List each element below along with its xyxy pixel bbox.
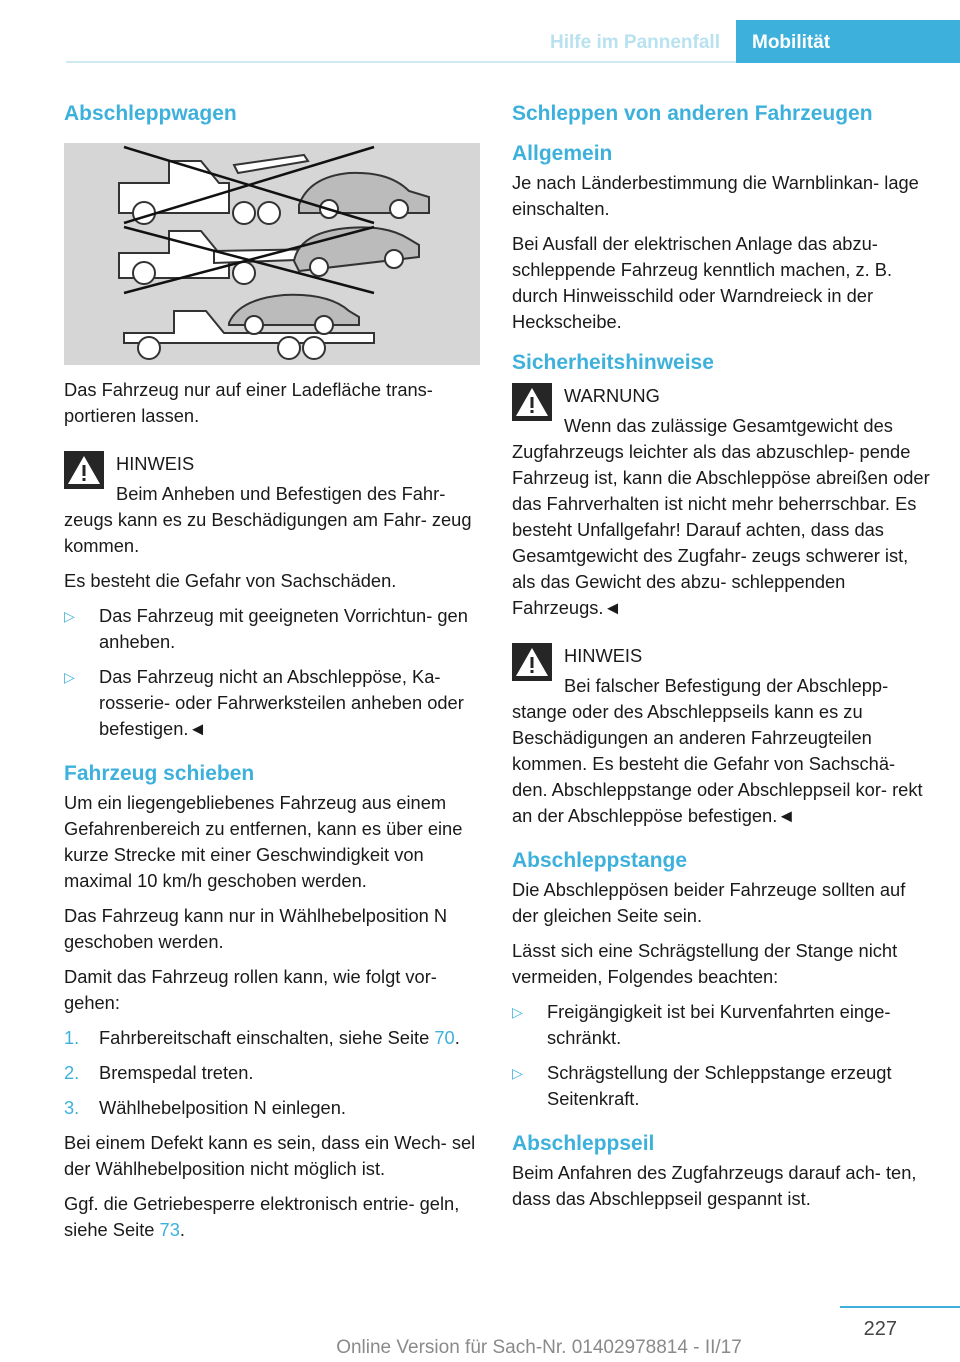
notice-box: [64, 451, 482, 559]
push-paragraph-3: Damit das Fahrzeug rollen kann, wie folgt vor‐ gehen:: [64, 966, 437, 1013]
footer-rule: [840, 1306, 960, 1308]
lock-paragraph: Ggf. die Getriebesperre elektronisch entrie‐ geln, siehe Seite 73.: [64, 1193, 460, 1240]
bullet-marker-icon: ▷: [512, 1065, 523, 1081]
chapter-tab[interactable]: Mobilität: [736, 20, 960, 63]
tow-trucks-illustration: [64, 143, 480, 365]
warning-triangle-icon: [64, 451, 104, 489]
general-paragraph-1: Je nach Länderbestimmung die Warnblinkan‐ lage einschalten.: [512, 172, 919, 219]
section-heading-tow-bar: Abschleppstange: [512, 849, 688, 872]
list-item: ▷ Das Fahrzeug nicht an Abschleppöse, Ka‐ rosserie- oder Fahrwerksteilen anheben oder befestigen.◄: [64, 666, 464, 739]
bar-paragraph-1: Die Abschleppösen beider Fahrzeuge sollten auf der gleichen Seite sein.: [512, 879, 906, 926]
rope-paragraph: Beim Anfahren des Zugfahrzeugs darauf ach‐ ten, dass das Abschleppseil gespannt ist.: [512, 1162, 917, 1209]
notice-text: Beim Anheben und Befestigen des Fahr‐ zeugs kann es zu Beschädigungen am Fahr‐ zeug kommen.: [64, 483, 472, 556]
page-link[interactable]: 70: [434, 1027, 455, 1048]
caption-text: Das Fahrzeug nur auf einer Ladefläche trans‐ portieren lassen.: [64, 379, 433, 426]
bar-paragraph-2: Lässt sich eine Schrägstellung der Stange nicht vermeiden, Folgendes beachten:: [512, 940, 898, 987]
push-paragraph-2: Das Fahrzeug kann nur in Wählhebelposition N geschoben werden.: [64, 905, 448, 952]
page-link[interactable]: 73: [159, 1219, 180, 1240]
right-column: [512, 100, 932, 1221]
notice-keyword: HINWEIS: [116, 453, 195, 474]
bullet-marker-icon: ▷: [64, 669, 75, 685]
page-number: 227: [863, 1318, 897, 1340]
notice-box: [512, 643, 932, 829]
steps-list: [64, 1025, 482, 1121]
warning-triangle-icon: [512, 383, 552, 421]
list-item: ▷ Das Fahrzeug mit geeigneten Vorrichtun‐ gen anheben.: [64, 605, 468, 652]
warning-text: Wenn das zulässige Gesamtgewicht des Zugfahrzeugs leichter als das abzuschlep‐ pende Fahrzeug ist, kann die Abschleppöse abreißen oder das Fahrverhalten ist nicht mehr beherrschbar. Es besteht Unfallgefahr! Darauf achten, dass das Gesamtgewicht des Zugfahr‐ zeugs schwerer ist, als das Gewicht des abzu‐ schleppenden Fahrzeugs.◄: [512, 415, 930, 618]
notice-keyword: HINWEIS: [564, 645, 643, 666]
list-item: 2. Bremspedal treten.: [64, 1062, 254, 1083]
section-heading-safety: Sicherheitshinweise: [512, 351, 714, 374]
online-version-note: Online Version für Sach-Nr. 01402978814 - II/17: [336, 1337, 742, 1358]
push-paragraph-1: Um ein liegengebliebenes Fahrzeug aus einem Gefahrenbereich zu entfernen, kann es über eine kurze Strecke mit einer Geschwindigkeit von maximal 10 km/h geschoben werden.: [64, 792, 463, 891]
warning-triangle-icon: [512, 643, 552, 681]
section-tab[interactable]: Hilfe im Pannenfall: [550, 32, 720, 53]
list-item: 1. Fahrbereitschaft einschalten, siehe Seite 70.: [64, 1027, 460, 1048]
section-heading-tow-truck: Abschleppwagen: [64, 102, 237, 125]
general-paragraph-2: Bei Ausfall der elektrischen Anlage das abzu‐ schleppende Fahrzeug kenntlich machen, z. B. durch Hinweisschild oder Warndreieck in der Heckscheibe.: [512, 233, 893, 332]
section-heading-push: Fahrzeug schieben: [64, 762, 255, 785]
warning-keyword: WARNUNG: [564, 385, 660, 406]
bullet-list: [64, 603, 482, 742]
section-heading-towing: Schleppen von anderen Fahrzeugen: [512, 102, 873, 125]
warning-box: [512, 383, 932, 621]
section-heading-tow-rope: Abschleppseil: [512, 1132, 655, 1155]
left-column: [64, 100, 482, 1252]
danger-text: Es besteht die Gefahr von Sachschäden.: [64, 570, 397, 591]
list-item: ▷ Freigängigkeit ist bei Kurvenfahrten einge‐ schränkt.: [512, 1001, 891, 1048]
section-heading-general: Allgemein: [512, 142, 613, 165]
bullet-list: [512, 999, 932, 1112]
list-item: 3. Wählhebelposition N einlegen.: [64, 1097, 346, 1118]
bullet-marker-icon: ▷: [64, 608, 75, 624]
defect-paragraph: Bei einem Defekt kann es sein, dass ein Wech‐ sel der Wählhebelposition nicht möglich ist.: [64, 1132, 476, 1179]
notice-text: Bei falscher Befestigung der Abschlepp‐ stange oder des Abschleppseils kann es zu Beschädigungen an anderen Fahrzeugteilen kommen. Es besteht die Gefahr von Sachschä‐ den. Abschleppstange oder Abschleppseil kor‐ rekt an der Abschleppöse befestigen.◄: [512, 675, 923, 826]
list-item: ▷ Schrägstellung der Schleppstange erzeugt Seitenkraft.: [512, 1062, 892, 1109]
bullet-marker-icon: ▷: [512, 1004, 523, 1020]
